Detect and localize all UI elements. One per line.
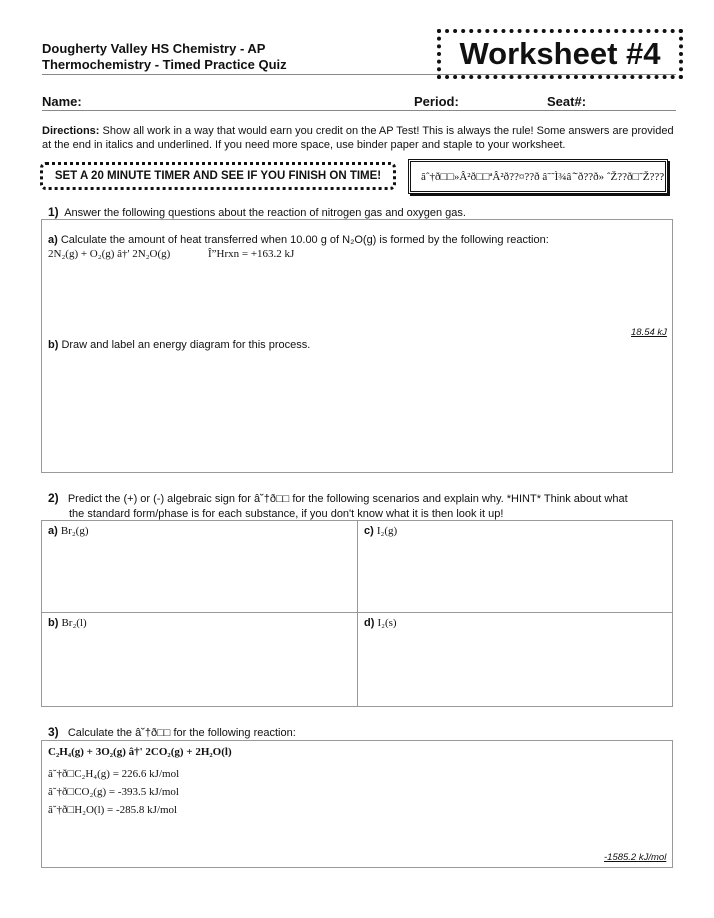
period-label: Period: [414, 94, 459, 109]
q3-reaction: C₂H₄(g) + 3O₂(g) â†' 2CO₂(g) + 2H₂O(l) [48, 746, 232, 758]
q1a-text [48, 234, 549, 246]
q3-data-2: â˘†ð□CO₂(g) = -393.5 kJ/mol [48, 786, 179, 798]
worksheet-title: Worksheet #4 [437, 29, 683, 79]
q1a-question: Calculate the amount of heat transferred when 10.00 g of N₂O(g) is formed by the following reaction: [60, 234, 549, 246]
q3-header [48, 725, 296, 739]
q2b-label: b) [48, 617, 59, 629]
header-divider [42, 74, 676, 75]
timer-notice: SET A 20 MINUTE TIMER AND SEE IF YOU FINISH ON TIME! [40, 162, 396, 190]
q1-prompt: Answer the following questions about the reaction of nitrogen gas and oxygen gas. [64, 207, 466, 219]
school-line: Dougherty Valley HS Chemistry - AP [42, 41, 266, 56]
garbled-box: âˆ†ð□□»Â²ð□□ªÂ²ð??¤??ð â˜˜Ì¾â ̂˜ð??ð» ˆŽ??ð□˜Ž??? [408, 159, 668, 194]
q1a-enthalpy: Î”Hrxn = +163.2 kJ [208, 248, 295, 260]
q2-cell-b [41, 612, 358, 707]
q1a-equation: 2N₂(g) + O₂(g) â†' 2N₂O(g) [48, 248, 171, 260]
q2a-species: Br₂(g) [60, 525, 89, 537]
name-label: Name: [42, 94, 82, 109]
q1b-label: b) [48, 339, 59, 351]
q2c-label: c) [364, 525, 374, 537]
seat-label: Seat#: [547, 94, 587, 109]
directions-text: Show all work in a way that would earn you credit on the AP Test! This is always the rule! Some answers are provided at the end in italics and underlined. If you need more space, use binder paper and staple to your worksheet. [42, 125, 674, 151]
q2-cell-c [357, 520, 673, 613]
q1-number: 1) [48, 205, 59, 219]
q3-answer: -1585.2 kJ/mol [604, 852, 667, 863]
q2-cell-a [41, 520, 358, 613]
q2-prompt-line2: the standard form/phase is for each substance, if you don't know what it is then look it up! [69, 508, 504, 520]
q2-cell-d [357, 612, 673, 707]
q2a-label: a) [48, 525, 58, 537]
q2c-species: I₂(g) [376, 525, 398, 537]
q3-prompt: Calculate the â˘†ð□□ for the following reaction: [67, 727, 296, 739]
q2d-species: I₂(s) [377, 617, 397, 629]
name-divider [42, 110, 676, 111]
q2-header [48, 491, 674, 522]
header-title [42, 41, 287, 73]
q1a-label: a) [48, 234, 58, 246]
directions-label: Directions: [42, 125, 100, 137]
q1-header [48, 205, 466, 219]
q2b-species: Br₂(l) [61, 617, 87, 629]
q3-data-3: â˘†ð□H₂O(l) = -285.8 kJ/mol [48, 804, 178, 816]
q2-prompt-line1: Predict the (+) or (-) algebraic sign for â˘†ð□□ for the following scenarios and explain why. *HINT* Think about what [67, 493, 628, 505]
q1a-answer: 18.54 kJ [631, 327, 667, 338]
q1b-question: Draw and label an energy diagram for this process. [61, 339, 311, 351]
q3-data-1: â˘†ð□C₂H₄(g) = 226.6 kJ/mol [48, 768, 180, 780]
q2d-label: d) [364, 617, 375, 629]
q1b-text [48, 339, 310, 351]
q2-number: 2) [48, 491, 59, 505]
directions [42, 124, 674, 152]
topic-line: Thermochemistry - Timed Practice Quiz [42, 57, 287, 72]
q3-number: 3) [48, 725, 59, 739]
